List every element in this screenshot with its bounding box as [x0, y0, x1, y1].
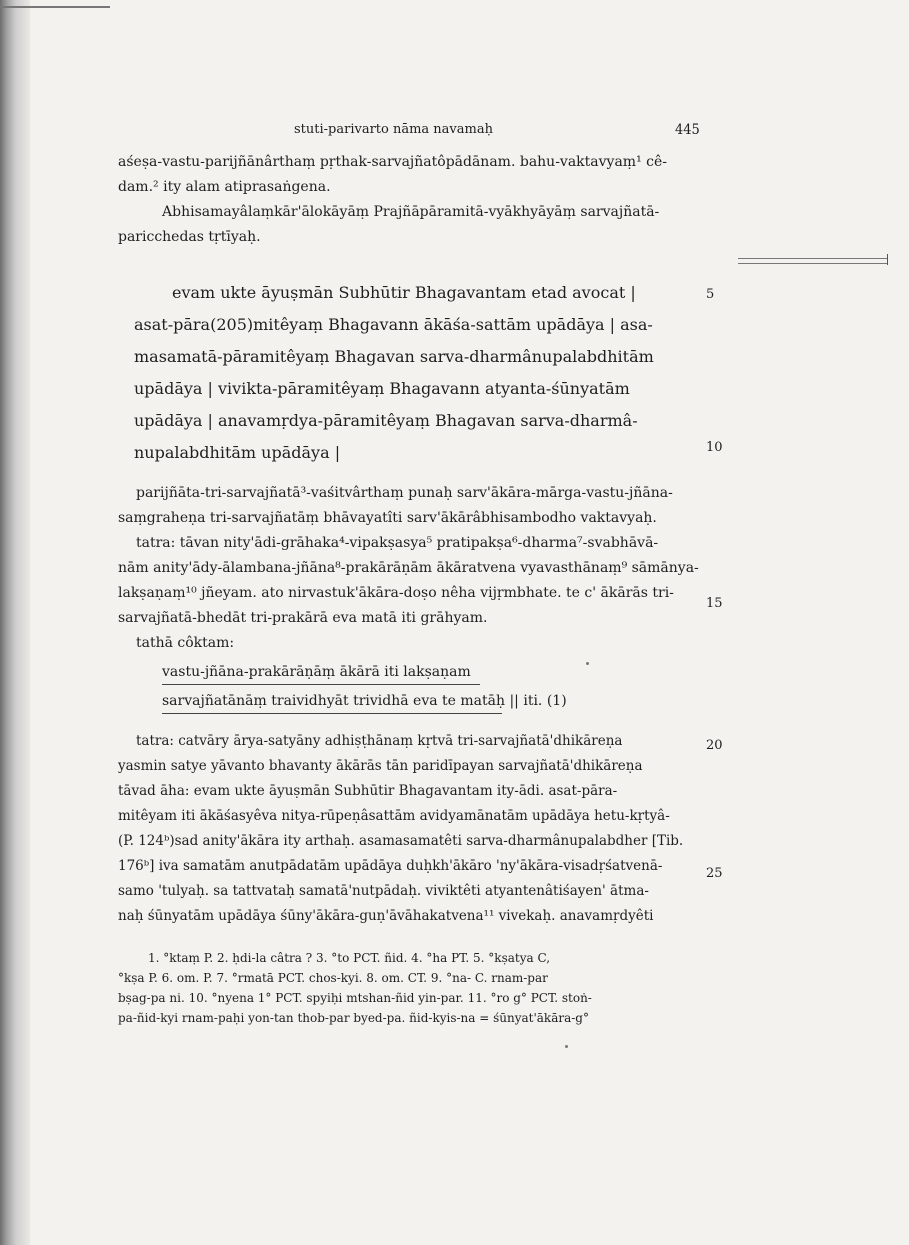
opening-line-2: dam.² ity alam atiprasaṅgena.	[118, 179, 331, 195]
line-number-25: 25	[706, 866, 723, 881]
footnote-line-2: °kṣa P. 6. om. P. 7. °rmatā PCT. chos-kyi. 8. om. CT. 9. °na- C. rnam-par	[118, 971, 548, 985]
verse-line-2: sarvajñatānāṃ traividhyāt trividhā eva te matāḥ || iti. (1)	[162, 693, 567, 709]
commentary-line-7: tathā côktam:	[136, 635, 235, 651]
commentary-line-2: saṃgraheṇa tri-sarvajñatāṃ bhāvayatîti sarv'ākārâbhisambodho vaktavyaḥ.	[118, 510, 657, 526]
opening-line-1: aśeṣa-vastu-parijñānârthaṃ pṛthak-sarvajñatôpādānam. bahu-vaktavyaṃ¹ cê-	[118, 154, 667, 170]
sutra-line-1: evam ukte āyuṣmān Subhūtir Bhagavantam etad avocat |	[172, 283, 636, 302]
commentary-line-3: tatra: tāvan nity'ādi-grāhaka⁴-vipakṣasya⁵ pratipakṣa⁶-dharma⁷-svabhāvā-	[136, 535, 659, 551]
commentary2-line-7: samo 'tulyaḥ. sa tattvataḥ samatā'nutpādaḥ. viviktêti atyantenâtiśayen' ātma-	[118, 883, 649, 899]
line-number-20: 20	[706, 738, 723, 753]
commentary2-line-3: tāvad āha: evam ukte āyuṣmān Subhūtir Bhagavantam ity-ādi. asat-pāra-	[118, 783, 618, 799]
commentary2-line-6: 176ᵇ] iva samatām anutpādatām upādāya duḥkh'ākāro 'ny'ākāra-visadṛśatvenā-	[118, 858, 663, 874]
commentary-line-6: sarvajñatā-bhedāt tri-prakārā eva matā iti grāhyam.	[118, 610, 488, 626]
commentary2-line-5: (P. 124ᵇ)sad anity'ākāra ity arthaḥ. asamasamatêti sarva-dharmânupalabdher [Tib.	[118, 833, 684, 849]
speck	[586, 662, 589, 665]
commentary-line-1: parijñāta-tri-sarvajñatā³-vaśitvârthaṃ punaḥ sarv'ākāra-mārga-vastu-jñāna-	[136, 485, 673, 501]
sutra-line-4: upādāya | vivikta-pāramitêyaṃ Bhagavann atyanta-śūnyatām	[134, 379, 630, 398]
sutra-line-3: masamatā-pāramitêyaṃ Bhagavan sarva-dharmânupalabdhitām	[134, 347, 654, 366]
speck	[565, 1045, 568, 1048]
commentary-line-4: nām anity'ādy-ālambana-jñāna⁸-prakārāṇām ākāratvena vyavasthānaṃ⁹ sāmānya-	[118, 560, 699, 576]
chapter-end-rule-tick	[887, 254, 888, 265]
verse-line-1: vastu-jñāna-prakārāṇāṃ ākārā iti lakṣaṇam	[162, 664, 471, 680]
commentary-line-5: lakṣaṇaṃ¹⁰ jñeyam. ato nirvastuk'ākāra-doṣo nêha vijṛmbhate. te c' ākārās tri-	[118, 585, 674, 601]
line-number-15: 15	[706, 596, 723, 611]
line-number-5: 5	[706, 287, 715, 302]
footnote-line-3: bṣag-pa ni. 10. °nyena 1° PCT. spyiḥi mtshan-ñid yin-par. 11. °ro g° PCT. stoṅ-	[118, 991, 592, 1005]
commentary2-line-4: mitêyam iti ākāśasyêva nitya-rūpeṇâsattām avidyamānatām upādāya hetu-kṛtyâ-	[118, 808, 670, 824]
opening-line-4: paricchedas tṛtīyaḥ.	[118, 229, 261, 245]
verse-underline-1	[162, 684, 480, 685]
book-spine-shadow	[0, 0, 30, 1245]
footnote-line-4: pa-ñid-kyi rnam-paḥi yon-tan thob-par byed-pa. ñid-kyis-na = śūnyat'ākāra-g°	[118, 1011, 589, 1025]
commentary2-line-1: tatra: catvāry ārya-satyāny adhiṣṭhānaṃ kṛtvā tri-sarvajñatā'dhikāreṇa	[136, 733, 623, 749]
footnote-line-1: 1. °ktaṃ P. 2. ḥdi-la câtra ? 3. °to PCT. ñid. 4. °ha PT. 5. °kṣatya C,	[148, 951, 551, 965]
sutra-line-5: upādāya | anavamṛdya-pāramitêyaṃ Bhagavan sarva-dharmâ-	[134, 411, 638, 430]
verse-underline-2	[162, 713, 502, 714]
sutra-line-2: asat-pāra(205)mitêyaṃ Bhagavann ākāśa-sattām upādāya | asa-	[134, 315, 653, 334]
chapter-end-rule	[738, 258, 888, 264]
commentary2-line-8: naḥ śūnyatām upādāya śūny'ākāra-guṇ'āvāhakatvena¹¹ vivekaḥ. anavamṛdyêti	[118, 908, 654, 924]
opening-line-3: Abhisamayâlaṃkār'ālokāyāṃ Prajñāpāramitā-vyākhyāyāṃ sarvajñatā-	[162, 204, 660, 220]
line-number-10: 10	[706, 440, 723, 455]
commentary2-line-2: yasmin satye yāvanto bhavanty ākārās tān paridīpayan sarvajñatā'dhikāreṇa	[118, 758, 643, 774]
running-title: stuti-parivarto nāma navamaḥ	[294, 122, 493, 137]
page-number: 445	[675, 122, 700, 138]
spine-edge-mark	[0, 6, 110, 8]
sutra-line-6: nupalabdhitām upādāya |	[134, 443, 341, 462]
